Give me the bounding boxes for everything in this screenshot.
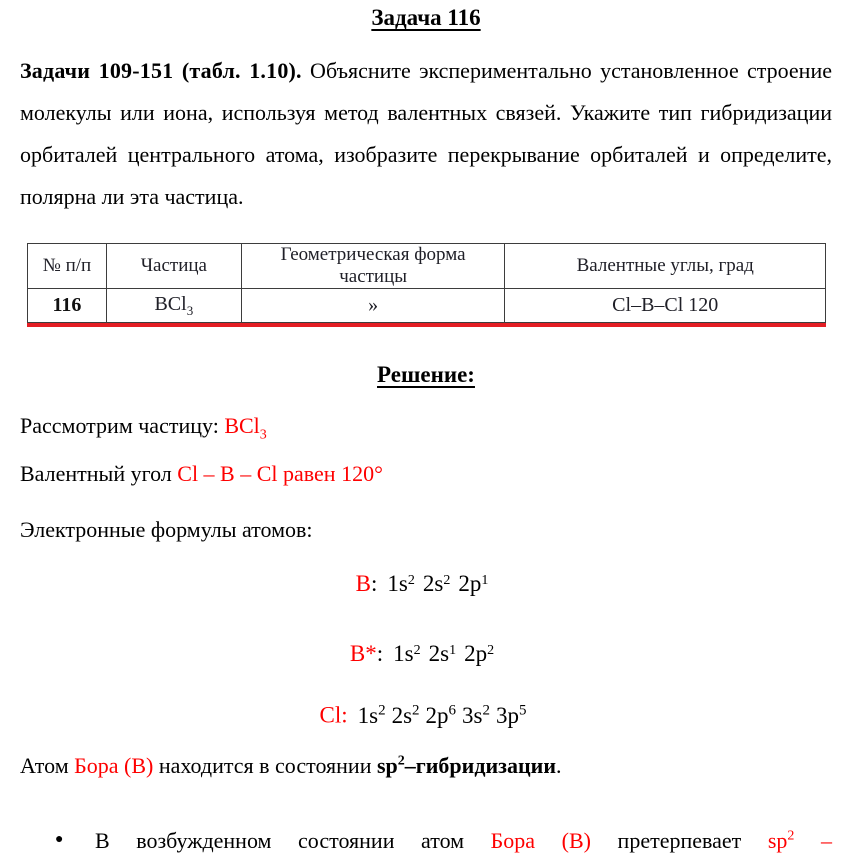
formula-colon: : [371, 571, 378, 596]
formula-colon: : [376, 641, 384, 666]
electron-formula-boron [20, 571, 832, 597]
formula-terms: $1s^2$ $2s^1$ $2p^2$ [393, 641, 495, 666]
bullet-hybrid [768, 828, 795, 853]
hybrid-type-rest: –гибридизации [404, 753, 557, 778]
header-geometric-form: Геометрическая форма частицы [241, 244, 505, 289]
element-symbol: B [355, 571, 372, 596]
hybrid-mid: находится в состоянии [153, 753, 377, 778]
particle-formula: BCl [154, 292, 187, 315]
hybridization-statement [20, 753, 832, 779]
element-symbol: Cl: [319, 702, 348, 728]
header-number: № п/п [28, 244, 107, 289]
cell-number: 116 [28, 289, 107, 323]
element-symbol: B* [349, 641, 377, 666]
hybrid-type [377, 753, 556, 778]
consider-particle-subscript: 3 [259, 427, 267, 443]
header-particle: Частица [106, 244, 241, 289]
angle-value: Cl – B – Cl равен 120° [177, 461, 383, 486]
electron-formula-boron-excited [20, 641, 832, 667]
bullet-hybrid-base: sp [767, 828, 788, 853]
header-valence-angles: Валентные углы, град [505, 244, 826, 289]
table-row [28, 289, 826, 323]
bullet-mid: претерпевает [590, 828, 768, 853]
hybrid-type-sup: 2 [397, 753, 405, 769]
consider-particle [224, 413, 267, 443]
consider-particle-line [20, 413, 832, 443]
angle-label: Валентный угол [20, 461, 178, 486]
bullet-dash: – [794, 828, 832, 853]
electron-formula-chlorine [20, 702, 832, 729]
cell-geometric-form: » [241, 289, 505, 323]
task-range-label: Задачи 109-151 (табл. 1.10). [20, 58, 302, 83]
formula-terms: $1s^2$ $2s^2$ $2p^1$ [387, 571, 489, 596]
page-title: Задача 116 [371, 5, 481, 30]
bullet-icon: ● [55, 832, 64, 847]
formulas-heading: Электронные формулы атомов: [20, 517, 313, 542]
hybrid-element: Бора (B) [74, 753, 154, 778]
formula-terms: $1s^2$ $2s^2$ $2p^6$ $3s^2$ $3p^5$ [357, 702, 527, 728]
bullet-element: Бора (B) [490, 828, 591, 853]
task-table [27, 243, 826, 327]
cell-valence-angles: Cl–B–Cl 120 [505, 289, 826, 323]
solution-heading: Решение: [377, 362, 475, 387]
excited-state-bullet [55, 828, 832, 854]
bullet-hybrid-sup: 2 [787, 828, 795, 844]
consider-particle-base: BCl [224, 413, 260, 438]
task-description [20, 50, 832, 218]
consider-label: Рассмотрим частицу: [20, 413, 225, 438]
hybrid-pre: Атом [20, 753, 75, 778]
task-description-text: Объясните экспериментально установленное строение молекулы или иона, используя метод валентных связей. Укажите тип гибридизации орбиталей центрального атома, изобразите перекрывание орбиталей и определите, полярна ли эта частица. [20, 58, 832, 209]
hybrid-period: . [556, 753, 562, 778]
valence-angle-line [20, 461, 832, 487]
particle-subscript: 3 [186, 302, 194, 318]
table-header-row [28, 244, 826, 289]
bullet-pre: В возбужденном состоянии атом [95, 828, 491, 853]
cell-particle [106, 289, 241, 323]
hybrid-type-base: sp [376, 753, 398, 778]
